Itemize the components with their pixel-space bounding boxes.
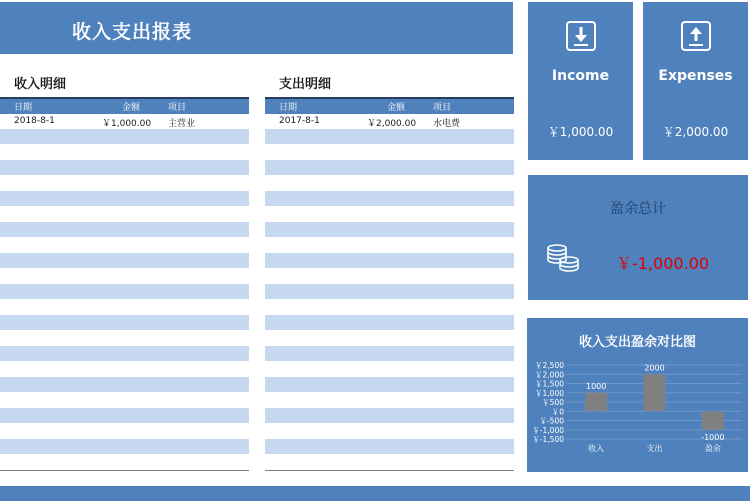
chart-bar [702,411,724,430]
income-card[interactable] [528,2,633,160]
expense-table [265,97,514,471]
table-row-stripe [265,439,514,454]
table-row-stripe [0,284,249,299]
footer-bar [0,486,750,501]
table-row-stripe [0,439,249,454]
income-row-item: 主营业 [168,119,196,129]
chart-ytick-label: ￥1,500 [535,379,564,389]
table-row-stripe [0,222,249,237]
expense-header-amount: 金额 [387,103,406,113]
table-row-stripe [265,346,514,361]
chart-xtick-label: 支出 [646,444,663,453]
table-row-stripe [265,284,514,299]
expense-row-item: 水电费 [433,119,461,129]
chart-bar [644,374,666,411]
table-row-stripe [265,253,514,268]
chart-ytick-label: ￥-1,000 [532,425,564,435]
table-row-stripe [265,377,514,392]
income-table [0,97,249,471]
income-section-title: 收入明细 [14,77,67,92]
table-row-stripe [265,160,514,175]
chart-ytick-label: ￥500 [542,398,564,407]
table-row-stripe [0,191,249,206]
chart-data-label: 1000 [585,381,607,391]
expense-card-amount: ￥2,000.00 [662,125,729,139]
income-header-date: 日期 [14,103,33,113]
table-row[interactable] [0,114,249,129]
income-row-amount: ￥1,000.00 [102,119,152,129]
chart-plot [527,318,748,472]
download-icon [566,21,596,51]
table-row-stripe [265,315,514,330]
table-row-stripe [265,191,514,206]
expense-section-title: 支出明细 [279,77,332,92]
expense-card[interactable] [643,2,748,160]
table-row-stripe [0,253,249,268]
income-table-header [0,97,249,114]
table-row-stripe [265,129,514,144]
chart-ytick-label: ￥0 [551,407,564,417]
table-row[interactable] [265,114,514,129]
table-row-stripe [0,346,249,361]
chart-data-label: 2000 [644,363,665,373]
chart-ytick-label: ￥-1,500 [532,435,564,444]
table-row-stripe [265,408,514,423]
chart-title: 收入支出盈余对比图 [578,335,696,350]
upload-icon [681,21,711,51]
expense-header-date: 日期 [279,103,298,113]
chart-ytick-label: ￥-500 [539,416,564,426]
chart-ytick-label: ￥1,000 [535,388,564,398]
chart-data-label: -1000 [701,432,725,442]
table-row-stripe [0,408,249,423]
income-card-label: Income [551,68,610,84]
income-row-date: 2018-8-1 [14,116,55,126]
table-row-stripe [265,222,514,237]
balance-card[interactable] [528,175,748,300]
table-row-stripe [0,315,249,330]
chart-xtick-label: 收入 [588,444,605,453]
income-header-amount: 金额 [122,103,141,113]
table-row-stripe [0,129,249,144]
title-bar [0,2,513,54]
balance-card-amount: ￥-1,000.00 [616,254,710,273]
comparison-chart[interactable] [527,318,748,472]
coins-icon [546,243,580,277]
expense-row-date: 2017-8-1 [279,116,320,126]
chart-bar [585,393,607,412]
expense-header-item: 项目 [433,103,452,113]
chart-ytick-label: ￥2,500 [535,361,564,370]
table-row-stripe [0,377,249,392]
balance-card-label: 盈余总计 [610,201,666,217]
expense-table-header [265,97,514,114]
chart-ytick-label: ￥2,000 [535,370,564,380]
page-title: 收入支出报表 [72,21,193,43]
income-card-amount: ￥1,000.00 [547,125,614,139]
income-table-bottom-border [0,470,249,471]
income-header-item: 项目 [168,103,187,113]
table-row-stripe [0,160,249,175]
expense-table-bottom-border [265,470,514,471]
expense-row-amount: ￥2,000.00 [367,119,417,129]
expense-card-label: Expenses [658,68,733,84]
chart-xtick-label: 盈余 [704,444,721,453]
